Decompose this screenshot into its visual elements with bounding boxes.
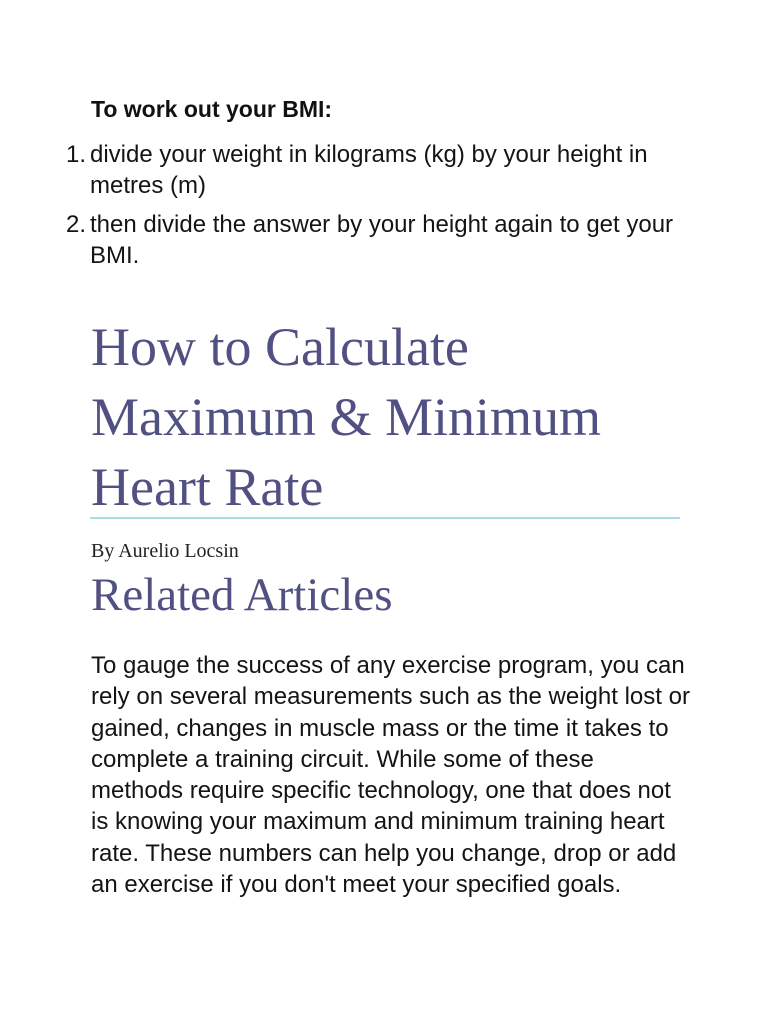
- step-text: then divide the answer by your height again to get your BMI.: [90, 211, 674, 269]
- related-articles-heading: Related Articles: [91, 569, 393, 621]
- article-byline: By Aurelio Locsin: [91, 540, 239, 562]
- step-number: 2.: [66, 211, 87, 238]
- title-divider: [90, 517, 680, 519]
- list-item: [66, 139, 686, 201]
- bmi-heading: To work out your BMI:: [91, 96, 333, 122]
- list-item: [66, 209, 686, 271]
- article-title: How to Calculate Maximum & Minimum Heart Rate: [91, 317, 602, 517]
- bmi-steps-list: [66, 139, 686, 279]
- step-number: 1.: [66, 141, 87, 168]
- step-text: divide your weight in kilograms (kg) by your height in metres (m): [90, 141, 648, 199]
- article-body-paragraph: To gauge the success of any exercise program, you can rely on several measurements such as the weight lost or gained, changes in muscle mass or the time it takes to complete a training circuit. While some of these methods require specific technology, one that does not is knowing your maximum and minimum training heart rate. These numbers can help you change, drop or add an exercise if you don't meet your specified goals.: [91, 652, 690, 899]
